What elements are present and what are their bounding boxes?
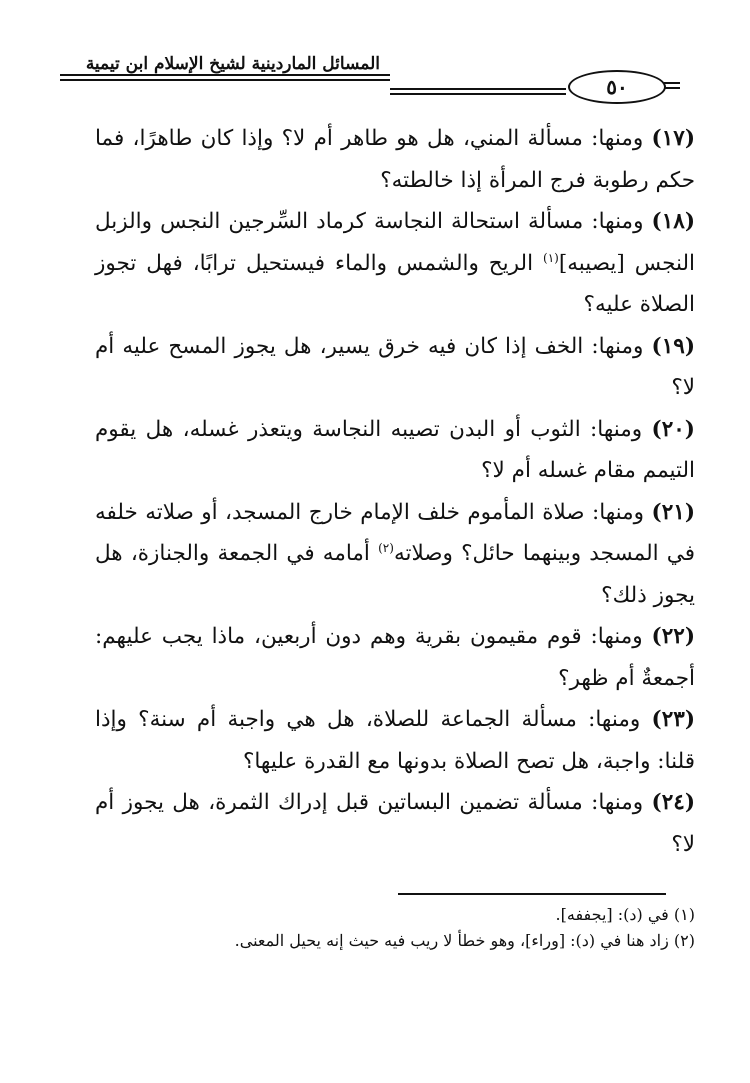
question-text: ومنها: صلاة المأموم خلف الإمام خارج المسجد، أو صلاته خلفه في المسجد وبينهما حائل؟ وصلاته <box>95 499 696 566</box>
question-number: (٢٤) <box>651 790 695 815</box>
footnotes <box>95 902 695 954</box>
question-number: (١٧) <box>651 126 696 151</box>
question-paragraph <box>95 201 695 326</box>
question-number: (١٨) <box>651 209 695 234</box>
question-paragraph <box>95 699 695 782</box>
question-text: ومنها: الثوب أو البدن تصيبه النجاسة ويتعذر غسله، هل يقوم التيمم مقام غسله أم لا؟ <box>95 416 695 483</box>
question-text: ومنها: قوم مقيمون بقرية وهم دون أربعين، ماذا يجب عليهم: أجمعةٌ أم ظهر؟ <box>95 624 695 691</box>
question-number: (٢٠) <box>651 416 695 442</box>
question-text-continued: أمامه في الجمعة والجنازة، هل يجوز ذلك؟ <box>95 541 695 608</box>
question-text: ومنها: مسألة المني، هل هو طاهر أم لا؟ وإذا كان طاهرًا، فما حكم رطوبة فرج المرأة إذا خالطته؟ <box>95 126 695 193</box>
footnote-divider <box>398 893 666 895</box>
question-text: ومنها: الخف إذا كان فيه خرق يسير، هل يجوز المسح عليه أم لا؟ <box>95 333 695 400</box>
header-rule <box>664 87 680 89</box>
question-number: (٢٣) <box>651 707 695 732</box>
question-paragraph <box>95 616 695 699</box>
footnote-ref[interactable]: (١) <box>543 250 559 265</box>
footnote: (٢) زاد هنا في (د): [وراء]، وهو خطأ لا ريب فيه حيث إنه يحيل المعنى. <box>234 931 695 950</box>
question-number: (٢١) <box>651 499 695 525</box>
question-text-continued: الريح والشمس والماء فيستحيل ترابًا، فهل تجوز الصلاة عليه؟ <box>95 250 695 317</box>
question-paragraph <box>95 326 695 409</box>
question-paragraph <box>95 782 695 865</box>
header-rule <box>664 82 680 84</box>
question-paragraph <box>95 118 695 201</box>
question-text: ومنها: مسألة استحالة النجاسة كرماد السِّرجين النجس والزبل النجس [يصيبه] <box>95 209 695 276</box>
body-text <box>95 118 695 865</box>
question-paragraph <box>95 492 695 617</box>
header-title: المسائل الماردينية لشيخ الإسلام ابن تيمية <box>85 54 380 74</box>
header-rule <box>390 88 566 90</box>
header-rule <box>60 79 390 81</box>
question-number: (٢٢) <box>651 624 695 649</box>
header-rule <box>390 93 566 95</box>
footnote: (١) في (د): [يجففه]. <box>555 905 695 924</box>
question-text: ومنها: مسألة الجماعة للصلاة، هل هي واجبة أم سنة؟ وإذا قلنا: واجبة، هل تصح الصلاة بدونها مع القدرة عليها؟ <box>95 707 695 774</box>
header-rule <box>60 74 390 76</box>
page-number: ٥٠ <box>568 70 666 104</box>
question-text: ومنها: مسألة تضمين البساتين قبل إدراك الثمرة، هل يجوز أم لا؟ <box>95 790 695 857</box>
footnote-ref[interactable]: (٢) <box>378 540 394 555</box>
question-number: (١٩) <box>651 333 695 359</box>
question-paragraph <box>95 409 695 492</box>
running-header <box>60 54 680 108</box>
